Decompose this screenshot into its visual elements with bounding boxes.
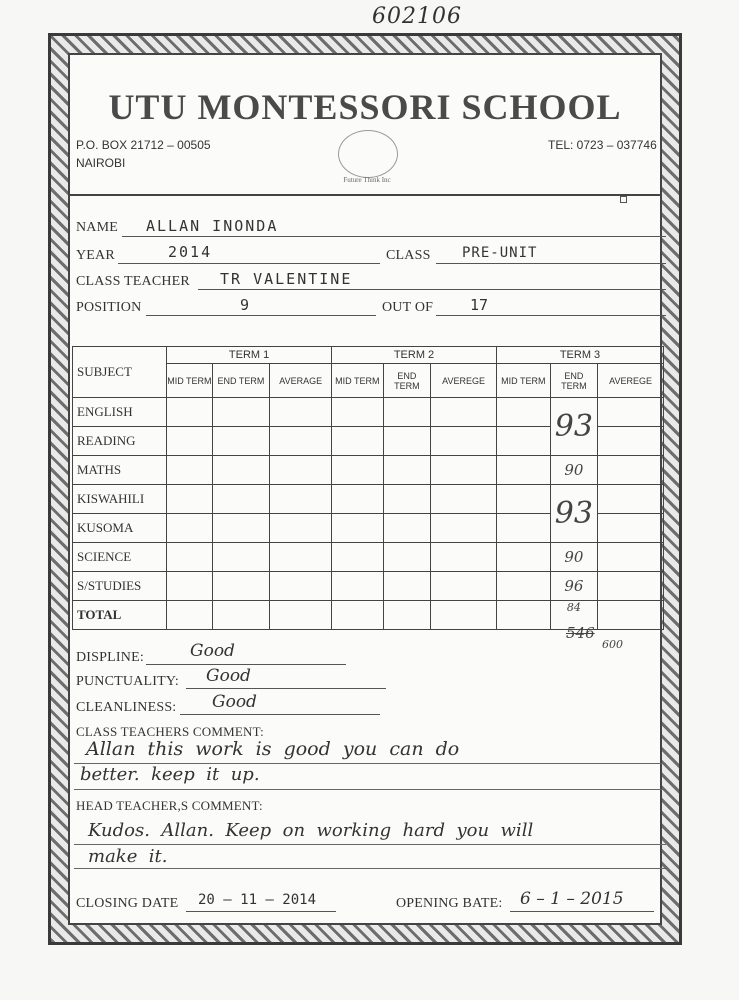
subject-maths: MATHS	[73, 456, 167, 485]
subject-science: SCIENCE	[73, 543, 167, 572]
name-label: NAME	[76, 220, 119, 235]
class-teacher-comment-label: CLASS TEACHERS COMMENT:	[76, 724, 264, 739]
year-underline	[118, 263, 380, 264]
head-teacher-comment-line2: make it.	[88, 846, 168, 867]
class-teacher-label: CLASS TEACHER	[76, 274, 190, 289]
subject-kiswahili: KISWAHILI	[73, 485, 167, 514]
school-name: UTU MONTESSORI SCHOOL	[108, 87, 622, 127]
discipline-underline	[146, 664, 346, 665]
document-code: 602106	[372, 4, 462, 29]
class-teacher-comment-line1: Allan this work is good you can do	[86, 738, 460, 760]
out-of-value: 17	[470, 296, 489, 314]
total-out-of: 600	[602, 638, 623, 651]
cleanliness-label: CLEANLINESS:	[76, 700, 177, 715]
term2-header: TERM 2	[332, 347, 497, 364]
punctuality-label: PUNCTUALITY:	[76, 674, 179, 689]
subject-english: ENGLISH	[73, 398, 167, 427]
discipline-label: DISPLINE:	[76, 650, 144, 665]
class-label: CLASS	[386, 248, 431, 263]
science-mark: 90	[564, 548, 584, 566]
table-row	[73, 485, 664, 514]
t3-avg-header: AVEREGE	[598, 364, 664, 398]
closing-date-value: 20 – 11 – 2014	[198, 892, 317, 908]
english-reading-mark: 93	[554, 409, 593, 444]
cleanliness-value: Good	[212, 692, 257, 712]
class-value: PRE-UNIT	[462, 245, 538, 261]
head-teacher-comment-label: HEAD TEACHER,S COMMENT:	[76, 798, 263, 813]
school-logo-icon	[338, 130, 398, 178]
table-row	[73, 543, 664, 572]
t2-avg-header: AVEREGE	[431, 364, 497, 398]
kiswahili-kusoma-mark: 93	[554, 496, 593, 531]
cleanliness-underline	[180, 714, 380, 715]
po-box: P.O. BOX 21712 – 00505	[76, 138, 211, 152]
grades-table	[72, 346, 664, 630]
head-teacher-comment-line1: Kudos. Allan. Keep on working hard you will	[88, 820, 534, 841]
out-of-underline	[436, 315, 666, 316]
subject-kusoma: KUSOMA	[73, 514, 167, 543]
opening-date-label: OPENING BATE:	[396, 896, 503, 911]
out-of-label: OUT OF	[382, 300, 434, 315]
subject-sstudies: S/STUDIES	[73, 572, 167, 601]
t3-end-header: END TERM	[550, 364, 598, 398]
t2-mid-header: MID TERM	[332, 364, 384, 398]
t1-mid-header: MID TERM	[167, 364, 213, 398]
header-divider	[68, 194, 662, 196]
checkbox-mark	[620, 196, 627, 203]
comment-line	[74, 789, 666, 790]
t1-end-header: END TERM	[212, 364, 270, 398]
closing-underline	[186, 911, 336, 912]
position-underline	[146, 315, 376, 316]
subject-total: TOTAL	[73, 601, 167, 630]
t1-avg-header: AVERAGE	[270, 364, 332, 398]
sstudies-mark: 96	[564, 577, 584, 595]
subject-header: SUBJECT	[73, 347, 167, 398]
comment-line	[74, 844, 666, 845]
discipline-value: Good	[190, 641, 235, 661]
opening-underline	[510, 911, 654, 912]
position-label: POSITION	[76, 300, 142, 315]
punctuality-underline	[186, 688, 386, 689]
maths-mark: 90	[564, 461, 584, 479]
t3-mid-header: MID TERM	[496, 364, 550, 398]
table-row	[73, 398, 664, 427]
punctuality-value: Good	[206, 666, 251, 686]
class-underline	[436, 263, 666, 264]
term1-header: TERM 1	[167, 347, 332, 364]
term3-header: TERM 3	[496, 347, 663, 364]
table-row	[73, 456, 664, 485]
comment-line	[74, 868, 666, 869]
subject-reading: READING	[73, 427, 167, 456]
position-value: 9	[240, 296, 250, 314]
year-label: YEAR	[76, 248, 115, 263]
closing-date-label: CLOSING DATE	[76, 896, 179, 911]
total-average-mark: 84	[566, 601, 581, 614]
city: NAIROBI	[76, 156, 126, 170]
telephone: TEL: 0723 – 037746	[548, 138, 657, 152]
class-teacher-comment-line2: better. keep it up.	[80, 764, 260, 785]
name-underline	[122, 236, 666, 237]
year-value: 2014	[168, 243, 213, 261]
logo-text: Future Think Inc	[343, 176, 391, 184]
t2-end-header: END TERM	[383, 364, 431, 398]
teacher-underline	[198, 289, 666, 290]
opening-date-value: 6 – 1 – 2015	[520, 889, 624, 909]
table-row	[73, 572, 664, 601]
total-mark: 546	[566, 624, 595, 642]
class-teacher-value: TR VALENTINE	[220, 270, 353, 288]
name-value: ALLAN INONDA	[146, 217, 279, 235]
